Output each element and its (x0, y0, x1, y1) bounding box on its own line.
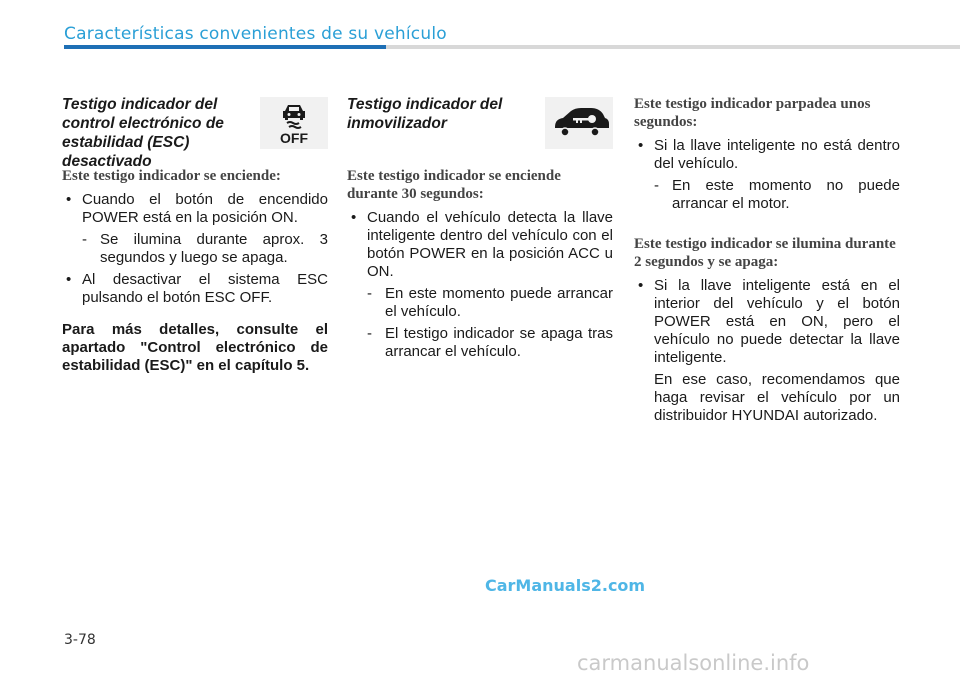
dash-item: - En este momento no puede arrancar el motor. (654, 177, 900, 212)
bullet-item: • Si la llave inteligente está en el interior del vehículo y el botón POWER está en ON, pero el vehículo no puede detectar la llave inteligente. (634, 277, 900, 367)
column-immobilizer-continued (634, 95, 900, 429)
page-number: 3-78 (64, 632, 96, 648)
heading-row (62, 95, 328, 170)
column-immobilizer (347, 92, 613, 365)
immobilizer-key-car-icon (545, 97, 613, 149)
column-esc-off (62, 92, 328, 375)
bullet-item: • Al desactivar el sistema ESC pulsando el botón ESC OFF. (62, 271, 328, 307)
site-watermark: carmanualsonline.info (577, 651, 810, 675)
header-bar-accent (64, 45, 386, 49)
dash-item: - En este momento puede arrancar el vehículo. (367, 285, 613, 320)
watermark-link[interactable]: CarManuals2.com (485, 576, 646, 595)
dash-item: - El testigo indicador se apaga tras arrancar el vehículo. (367, 325, 613, 360)
section-heading: Testigo indicador del control electrónico de estabilidad (ESC) desactivado (62, 96, 224, 170)
subheading: Este testigo indicador se enciende: (62, 168, 281, 184)
subheading: Este testigo indicador se enciende durante 30 segundos: (347, 168, 561, 202)
esc-off-label: OFF (280, 130, 308, 146)
subheading: Este testigo indicador parpadea unos segundos: (634, 96, 871, 130)
immobilizer-indicator (545, 97, 613, 149)
subheading: Este testigo indicador se ilumina durante 2 segundos y se apaga: (634, 236, 896, 270)
bullet-item: • Cuando el vehículo detecta la llave inteligente dentro del vehículo con el botón POWER en la posición ACC u ON. (347, 209, 613, 281)
bullet-item: • Si la llave inteligente no está dentro del vehículo. (634, 137, 900, 173)
paragraph: En ese caso, recomendamos que haga revisar el vehículo por un distribuidor HYUNDAI autorizado. (654, 371, 900, 424)
section-heading: Testigo indicador del inmovilizador (347, 96, 503, 132)
bullet-item: • Cuando el botón de encendido POWER está en la posición ON. (62, 191, 328, 227)
reference-note: Para más detalles, consulte el apartado "Control electrónico de estabilidad (ESC)" en el capítulo 5. (62, 321, 328, 374)
esc-off-indicator (260, 97, 328, 149)
header-title: Características convenientes de su vehículo (64, 24, 447, 44)
dash-item: - Se ilumina durante aprox. 3 segundos y luego se apaga. (82, 231, 328, 266)
esc-off-icon (260, 97, 328, 149)
heading-row (347, 95, 613, 167)
